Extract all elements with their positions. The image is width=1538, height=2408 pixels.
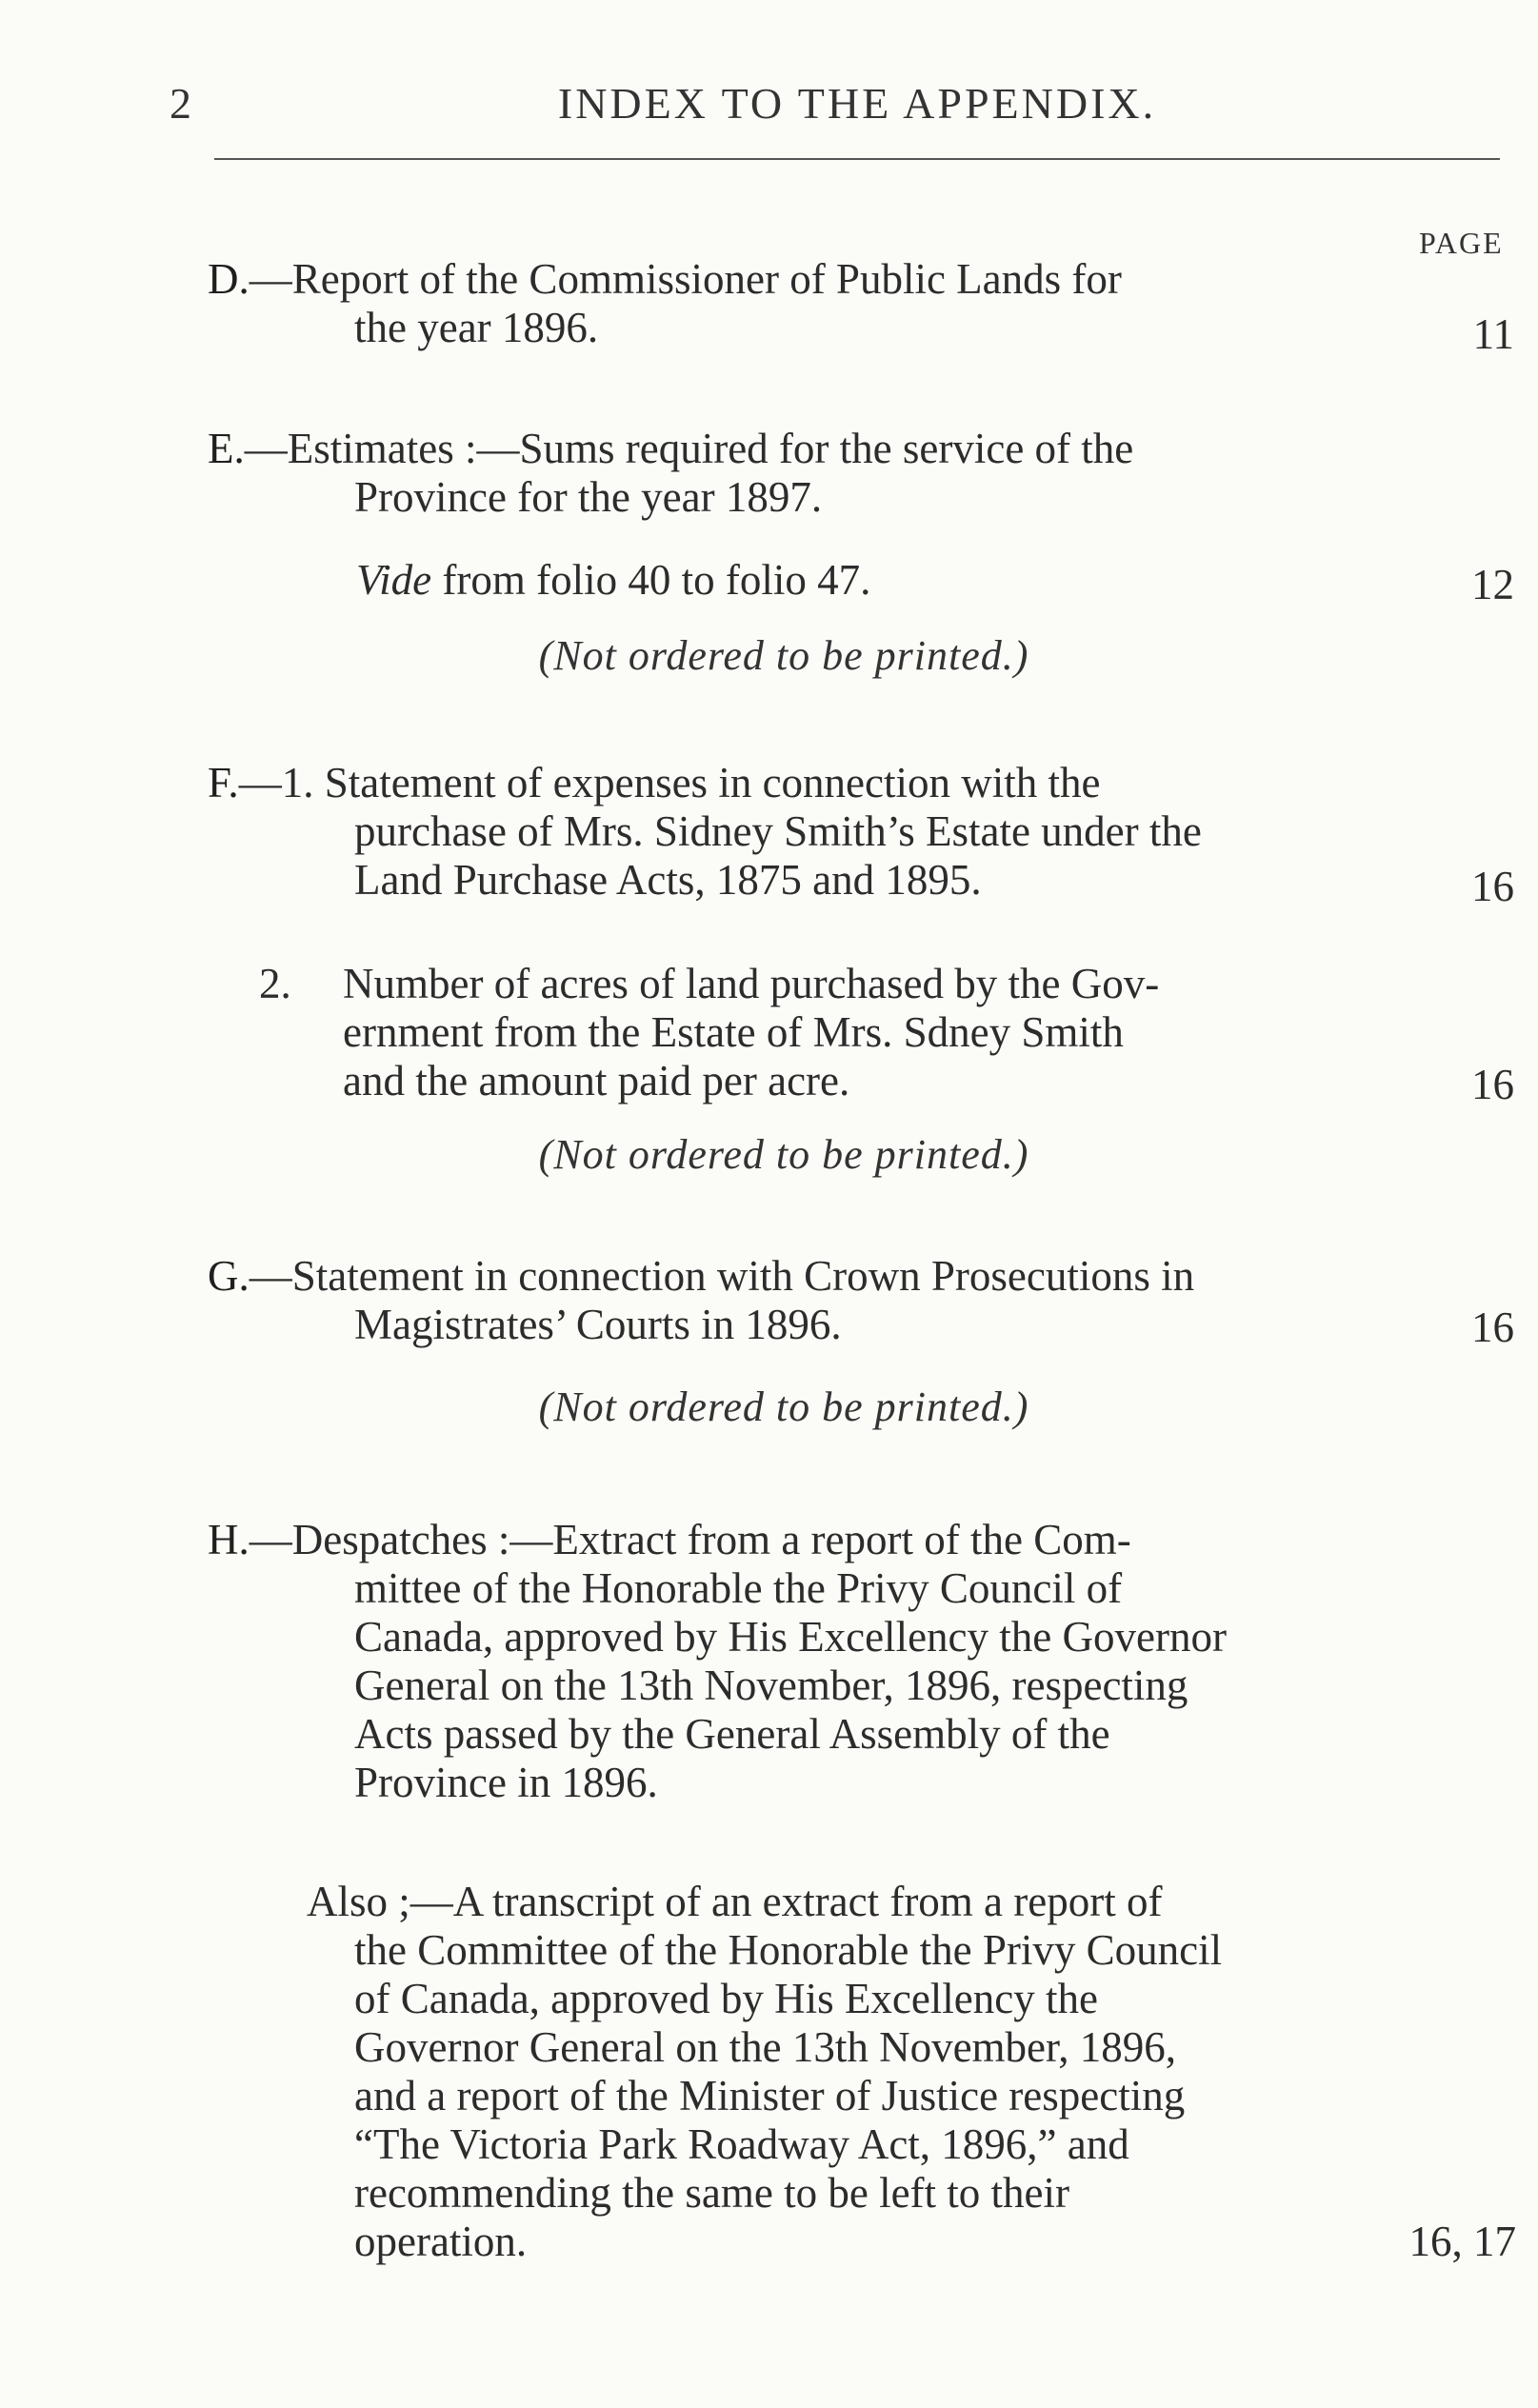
page-column-label: PAGE [1419,226,1504,260]
vide-word: Vide [356,556,432,604]
entry-text: recommending the same to be left to their [354,2169,1070,2217]
entry-d [208,255,1360,352]
page-ref-f1: 16 [1471,863,1514,910]
entry-text: and the amount paid per acre. [343,1057,850,1104]
entry-text: of Canada, approved by His Excellency the [354,1975,1098,2022]
entry-letter: D. [208,255,250,303]
entry-text: mittee of the Honorable the Privy Council of [354,1564,1123,1612]
entry-h [208,1516,1360,1807]
entry-text: Land Purchase Acts, 1875 and 1895. [354,856,982,904]
entry-text: Province for the year 1897. [354,473,823,521]
not-printed-note: (Not ordered to be printed.) [538,1131,1029,1178]
entry-e [208,425,1360,522]
entry-f [208,759,1360,905]
entry-text: from folio 40 to folio 47. [431,556,871,604]
entry-text: “The Victoria Park Roadway Act, 1896,” and [354,2120,1129,2168]
entry-text: purchase of Mrs. Sidney Smith’s Estate under the [354,807,1202,855]
entry-text: Acts passed by the General Assembly of the [354,1710,1110,1758]
page-ref-f2: 16 [1471,1061,1514,1108]
not-printed-note: (Not ordered to be printed.) [538,632,1029,679]
entry-letter: G. [208,1252,250,1300]
page-ref-h: 16, 17 [1408,2218,1516,2265]
entry-text: —Report of the Commissioner of Public Lands for [249,255,1122,303]
entry-e-vide [356,556,1499,605]
entry-text: Also ;—A transcript of an extract from a report of [307,1878,1163,1925]
entry-g [208,1252,1360,1349]
entry-text: operation. [354,2218,528,2265]
entry-text: Governor General on the 13th November, 1896, [354,2023,1176,2071]
entry-text: ernment from the Estate of Mrs. Sdney Smith [343,1008,1124,1056]
entry-text: Province in 1896. [354,1759,658,1806]
entry-text: Magistrates’ Courts in 1896. [354,1301,842,1348]
item-number: 2. [259,960,291,1007]
page-ref-g: 16 [1471,1304,1514,1351]
running-head: INDEX TO THE APPENDIX. [557,79,1157,128]
entry-text: Canada, approved by His Excellency the Governor [354,1613,1227,1661]
entry-letter: F. [208,759,239,806]
entry-text: the year 1896. [354,304,599,351]
entry-text: Number of acres of land purchased by the Gov- [343,960,1160,1007]
entry-letter: H. [208,1516,250,1563]
page-number: 2 [170,79,191,128]
not-printed-note: (Not ordered to be printed.) [538,1383,1029,1430]
entry-letter: E. [208,425,245,472]
entry-text: General on the 13th November, 1896, respecting [354,1662,1188,1709]
page-ref-d: 11 [1472,310,1514,358]
entry-text: —1. Statement of expenses in connection with the [238,759,1101,806]
entry-text: the Committee of the Honorable the Privy Council [354,1926,1223,1974]
header-rule [214,158,1500,160]
entry-h-also [307,1878,1364,2266]
entry-text: —Estimates :—Sums required for the service of the [244,425,1134,472]
entry-text: and a report of the Minister of Justice respecting [354,2072,1186,2119]
entry-text: —Statement in connection with Crown Prosecutions in [249,1252,1195,1300]
page-ref-e: 12 [1471,561,1514,608]
entry-text: —Despatches :—Extract from a report of the Com- [249,1516,1131,1563]
entry-f-item-2 [259,960,1364,1105]
